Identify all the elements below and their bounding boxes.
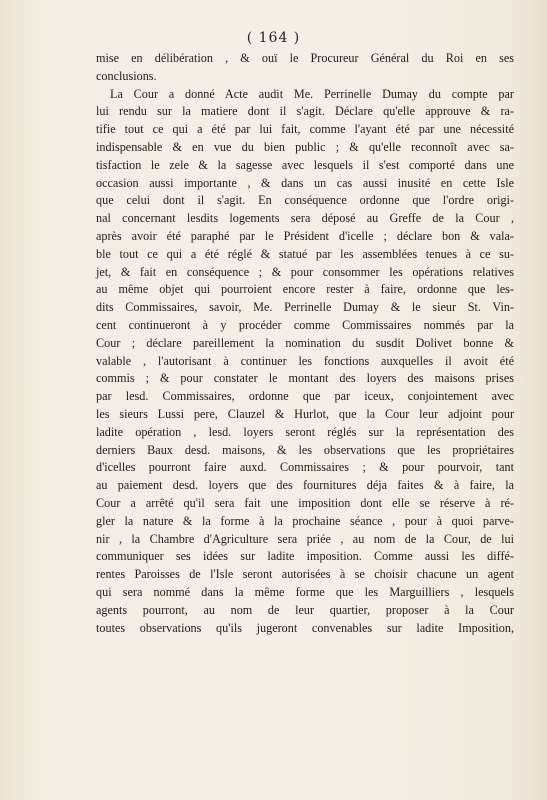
text-line: tifie tout ce qui a été par lui fait, comme l'ayant été par une nécessité — [96, 122, 514, 137]
text-line: indispensable & en vue du bien public ; & qu'elle reconnoît avec sa- — [96, 139, 514, 154]
text-line: après avoir été paraphé par le Président d'icelle ; déclare bon & vala- — [96, 228, 514, 243]
text-line: lui rendu sur la matiere dont il s'agit. Déclare qu'elle approuve & ra- — [96, 104, 514, 119]
text-line: valable , l'autorisant à continuer les fonctions auxquelles il avoit été — [96, 353, 514, 368]
text-line: jet, & fait en conséquence ; & pour consommer les opérations relatives — [96, 264, 514, 279]
text-line: mise en délibération , & ouï le Procureur Général du Roi en ses — [96, 51, 514, 65]
page-number: ( 164 ) — [246, 30, 301, 46]
text-line: dits Commissaires, savoir, Me. Perrinelle Dumay & le sieur St. Vin- — [96, 300, 514, 315]
text-line: toutes observations qu'ils jugeront convenables sur ladite Imposition, — [96, 620, 514, 635]
text-line: cent continueront à y procéder comme Commissaires nommés par la — [96, 317, 514, 332]
text-line: nal concernant lesdits logements sera déposé au Greffe de la Cour , — [96, 211, 514, 226]
text-line: derniers Baux desd. maisons, & les observations que les propriétaires — [96, 442, 514, 457]
text-line: nir , la Chambre d'Agriculture sera priée , au nom de la Cour, de lui — [96, 531, 514, 546]
text-line: agents pourront, au nom de leur quartier, proposer à la Cour — [96, 602, 514, 617]
text-line: au même objet qui pourroient encore rester à faire, ordonne que les- — [96, 282, 514, 297]
text-line: conclusions. — [96, 68, 157, 83]
text-line: gler la nature & la forme à la prochaine séance , pour à quoi parve- — [96, 513, 514, 528]
body-text — [96, 50, 514, 637]
text-line: communiquer ses idées sur ladite imposition. Comme aussi les diffé- — [96, 549, 514, 564]
text-line: occasion aussi importante , & dans un cas aussi inusité en cette Isle — [96, 175, 514, 190]
text-line: ladite opération , lesd. loyers seront réglés sur la représentation des — [96, 424, 514, 439]
text-line: commis ; & pour constater le montant des loyers des maisons prises — [96, 371, 514, 386]
text-line: Cour a arrêté qu'il sera fait une imposition dont elle se réserve à ré- — [96, 495, 514, 510]
text-line: tisfaction le zele & la sagesse avec lesquels il s'est comporté dans une — [96, 157, 514, 172]
text-line: d'icelles pourront faire auxd. Commissaires ; & pour pourvoir, tant — [96, 460, 514, 475]
text-line: Cour ; déclare pareillement la nomination du susdit Dolivet bonne & — [96, 335, 514, 350]
text-line: que celui dont il s'agit. En conséquence ordonne que l'ordre origi- — [96, 193, 514, 208]
text-line: qui sera nommé dans la même forme que les Marguilliers , lesquels — [96, 584, 514, 599]
text-line: au paiement desd. loyers que des fournitures déja faites & à faire, la — [96, 478, 514, 493]
text-line: par lesd. Commissaires, ordonne que par iceux, conjointement avec — [96, 389, 514, 404]
text-line: rentes Paroisses de l'Isle seront autorisées à se choisir chacune un agent — [96, 567, 514, 582]
text-line: ble tout ce qui a été réglé & statué par les assemblées tenues à ce su- — [96, 246, 514, 261]
text-line: La Cour a donné Acte audit Me. Perrinelle Dumay du compte par — [110, 86, 514, 101]
text-line: les sieurs Lussi pere, Clauzel & Hurlot, que la Cour leur adjoint pour — [96, 406, 514, 421]
